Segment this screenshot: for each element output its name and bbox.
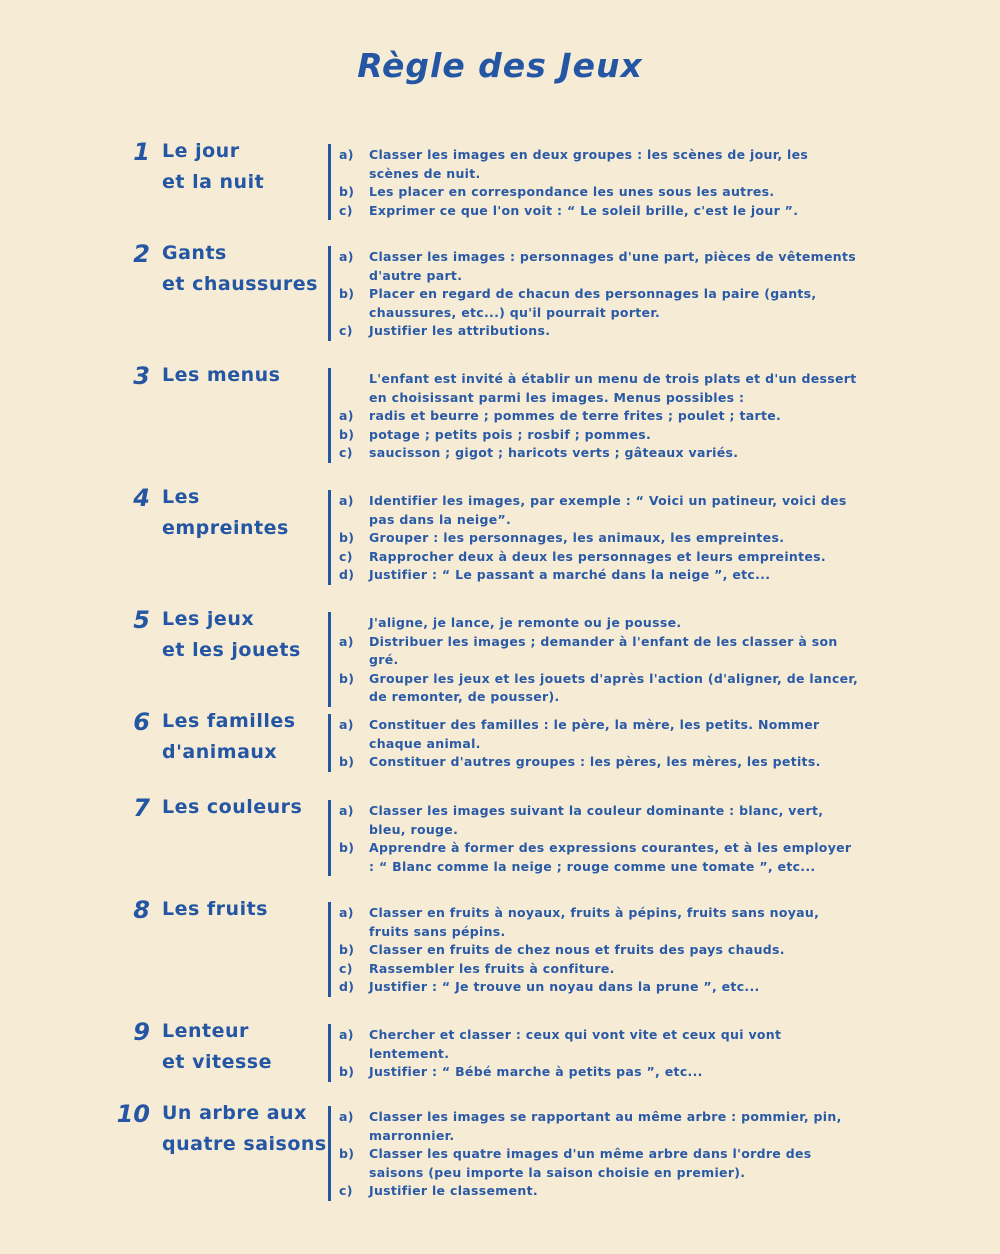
list-item <box>339 285 859 322</box>
rule-name <box>162 706 327 768</box>
rule-items <box>339 802 859 876</box>
item-text: Identifier les images, par exemple : “ Voici un patineur, voici des pas dans la neige”. <box>369 493 847 527</box>
bracket-bar <box>328 1106 331 1201</box>
list-item <box>339 248 859 285</box>
rule-intro <box>339 370 859 407</box>
list-item <box>339 548 859 567</box>
item-letter: b) <box>339 942 355 958</box>
rule-intro <box>339 614 859 633</box>
rule-2 <box>0 242 1000 362</box>
list-item <box>339 978 859 997</box>
rule-name-line: Le jour <box>162 140 240 162</box>
item-letter: b) <box>339 754 355 770</box>
item-letter: a) <box>339 408 354 424</box>
list-item <box>339 566 859 585</box>
rule-items <box>339 1108 859 1201</box>
rule-items <box>339 614 859 707</box>
intro-text: J'aligne, je lance, je remonte ou je pousse. <box>369 615 682 630</box>
item-text: Rapprocher deux à deux les personnages et leurs empreintes. <box>369 548 826 564</box>
item-text: Justifier : “ Je trouve un noyau dans la prune ”, etc... <box>369 979 760 995</box>
rule-name <box>162 360 327 391</box>
item-letter: a) <box>339 905 354 920</box>
rule-name-line: et les jouets <box>162 639 301 661</box>
item-text: radis et beurre ; pommes de terre frites ; poulet ; tarte. <box>369 408 782 424</box>
item-text: Classer en fruits à noyaux, fruits à pépins, fruits sans noyau, fruits sans pépins. <box>369 905 820 939</box>
rule-items <box>339 1026 859 1082</box>
list-item <box>339 633 859 670</box>
item-letter: a) <box>339 493 354 508</box>
rule-name-line: et vitesse <box>162 1051 272 1073</box>
rule-name-line: d'animaux <box>162 741 278 763</box>
item-text: Apprendre à former des expressions courantes, et à les employer : “ Blanc comme la neige ; rouge comme une tomate ”, etc... <box>369 840 852 874</box>
item-text: Justifier les attributions. <box>369 323 551 339</box>
list-item <box>339 322 859 341</box>
rule-number: 10 <box>116 1100 150 1128</box>
bracket-bar <box>328 246 331 341</box>
item-letter <box>339 370 369 407</box>
list-item <box>339 407 859 426</box>
list-item <box>339 426 859 445</box>
rule-number: 9 <box>133 1018 150 1046</box>
item-text: Grouper : les personnages, les animaux, les empreintes. <box>369 530 785 546</box>
list-item <box>339 1145 859 1182</box>
rule-number: 6 <box>133 708 150 736</box>
rule-name-line: Lenteur <box>162 1020 249 1042</box>
item-letter: c) <box>339 202 353 218</box>
rule-items <box>339 492 859 585</box>
rule-name <box>162 894 327 925</box>
rule-number: 1 <box>133 138 150 166</box>
rule-items <box>339 146 859 220</box>
item-letter <box>339 614 369 633</box>
rule-name-line: quatre saisons <box>162 1133 327 1155</box>
item-letter: a) <box>339 1109 354 1124</box>
item-text: Les placer en correspondance les unes sous les autres. <box>369 184 775 200</box>
list-item <box>339 202 859 221</box>
rule-10 <box>0 1102 1000 1222</box>
rule-name <box>162 482 327 544</box>
item-letter: b) <box>339 426 355 442</box>
item-text: saucisson ; gigot ; haricots verts ; gâteaux variés. <box>369 445 739 461</box>
item-text: Classer les quatre images d'un même arbre dans l'ordre des saisons (peu importe la saison choisie en premier). <box>369 1146 812 1180</box>
item-letter: c) <box>339 960 353 976</box>
item-text: Rassembler les fruits à confiture. <box>369 960 615 976</box>
list-item <box>339 146 859 183</box>
bracket-bar <box>328 490 331 585</box>
item-letter: b) <box>339 286 355 302</box>
item-text: Justifier le classement. <box>369 1183 538 1199</box>
rule-name <box>162 136 327 198</box>
rule-name-line: Les familles <box>162 710 296 732</box>
rule-items <box>339 904 859 997</box>
rule-name-line: Un arbre aux <box>162 1102 307 1124</box>
item-letter: a) <box>339 633 354 649</box>
item-text: Chercher et classer : ceux qui vont vite et ceux qui vont lentement. <box>369 1027 782 1061</box>
item-text: potage ; petits pois ; rosbif ; pommes. <box>369 426 652 442</box>
item-letter: a) <box>339 717 354 732</box>
bracket-bar <box>328 902 331 997</box>
rule-items <box>339 248 859 341</box>
item-text: Distribuer les images ; demander à l'enfant de les classer à son gré. <box>369 633 838 668</box>
list-item <box>339 529 859 548</box>
item-letter: a) <box>339 803 354 818</box>
rule-name <box>162 604 327 666</box>
item-text: Classer les images suivant la couleur dominante : blanc, vert, bleu, rouge. <box>369 803 824 837</box>
rule-name <box>162 1016 327 1078</box>
page-title: Règle des Jeux <box>357 46 643 85</box>
item-text: Justifier : “ Bébé marche à petits pas ”, etc... <box>369 1064 703 1080</box>
rule-items <box>339 370 859 463</box>
rule-3 <box>0 364 1000 484</box>
bracket-bar <box>328 612 331 707</box>
intro-text: L'enfant est invité à établir un menu de trois plats et d'un dessert en choisissant parmi les images. Menus possibles : <box>369 371 857 405</box>
list-item <box>339 1026 859 1063</box>
list-item <box>339 492 859 529</box>
bracket-bar <box>328 144 331 220</box>
rule-name <box>162 792 327 823</box>
item-letter: b) <box>339 184 355 200</box>
item-text: Classer les images se rapportant au même arbre : pommier, pin, marronnier. <box>369 1109 842 1143</box>
list-item <box>339 183 859 202</box>
item-text: Exprimer ce que l'on voit : “ Le soleil brille, c'est le jour ”. <box>369 202 799 218</box>
rule-name-line: Les menus <box>162 364 281 386</box>
item-letter: a) <box>339 249 354 264</box>
rule-name-line: et la nuit <box>162 171 265 193</box>
item-letter: c) <box>339 548 353 564</box>
bracket-bar <box>328 368 331 463</box>
rule-name-line: Les jeux <box>162 608 255 630</box>
item-letter: b) <box>339 530 355 546</box>
item-letter: b) <box>339 1064 355 1080</box>
item-text: Justifier : “ Le passant a marché dans la neige ”, etc... <box>369 567 771 583</box>
item-letter: b) <box>339 1146 355 1162</box>
item-letter: c) <box>339 445 353 461</box>
item-letter: c) <box>339 1183 353 1199</box>
list-item <box>339 904 859 941</box>
rule-items <box>339 716 859 772</box>
rule-number: 7 <box>133 794 150 822</box>
item-letter: a) <box>339 1027 354 1042</box>
rule-name-line: et chaussures <box>162 273 318 295</box>
rule-number: 3 <box>133 362 150 390</box>
rule-name-line: Les fruits <box>162 898 268 920</box>
rule-8 <box>0 898 1000 1018</box>
list-item <box>339 444 859 463</box>
rule-name-line: Les empreintes <box>162 486 289 539</box>
bracket-bar <box>328 800 331 876</box>
list-item <box>339 960 859 979</box>
item-letter: d) <box>339 979 355 995</box>
item-text: Constituer des familles : le père, la mère, les petits. Nommer chaque animal. <box>369 717 820 751</box>
list-item <box>339 839 859 876</box>
rule-number: 2 <box>133 240 150 268</box>
item-letter: b) <box>339 670 355 686</box>
list-item <box>339 753 859 772</box>
list-item <box>339 716 859 753</box>
bracket-bar <box>328 714 331 772</box>
item-letter: d) <box>339 567 355 583</box>
list-item <box>339 1063 859 1082</box>
item-letter: c) <box>339 323 353 339</box>
list-item <box>339 1182 859 1201</box>
item-text: Classer les images en deux groupes : les scènes de jour, les scènes de nuit. <box>369 147 809 181</box>
list-item <box>339 802 859 839</box>
list-item <box>339 1108 859 1145</box>
item-text: Constituer d'autres groupes : les pères, les mères, les petits. <box>369 754 821 770</box>
list-item <box>339 670 859 707</box>
rule-number: 4 <box>133 484 150 512</box>
rule-name-line: Les couleurs <box>162 796 303 818</box>
item-text: Classer les images : personnages d'une part, pièces de vêtements d'autre part. <box>369 249 856 283</box>
rule-name-line: Gants <box>162 242 227 264</box>
item-text: Grouper les jeux et les jouets d'après l'action (d'aligner, de lancer, de remonter, de pousser). <box>369 670 859 705</box>
item-letter: a) <box>339 147 354 162</box>
bracket-bar <box>328 1024 331 1082</box>
rule-4 <box>0 486 1000 606</box>
rule-number: 8 <box>133 896 150 924</box>
item-text: Classer en fruits de chez nous et fruits des pays chauds. <box>369 942 785 958</box>
rule-name <box>162 238 327 300</box>
list-item <box>339 941 859 960</box>
rule-name <box>162 1098 327 1160</box>
item-text: Placer en regard de chacun des personnages la paire (gants, chaussures, etc...) qu'il pourrait porter. <box>369 286 817 320</box>
rule-number: 5 <box>133 606 150 634</box>
item-letter: b) <box>339 840 355 856</box>
